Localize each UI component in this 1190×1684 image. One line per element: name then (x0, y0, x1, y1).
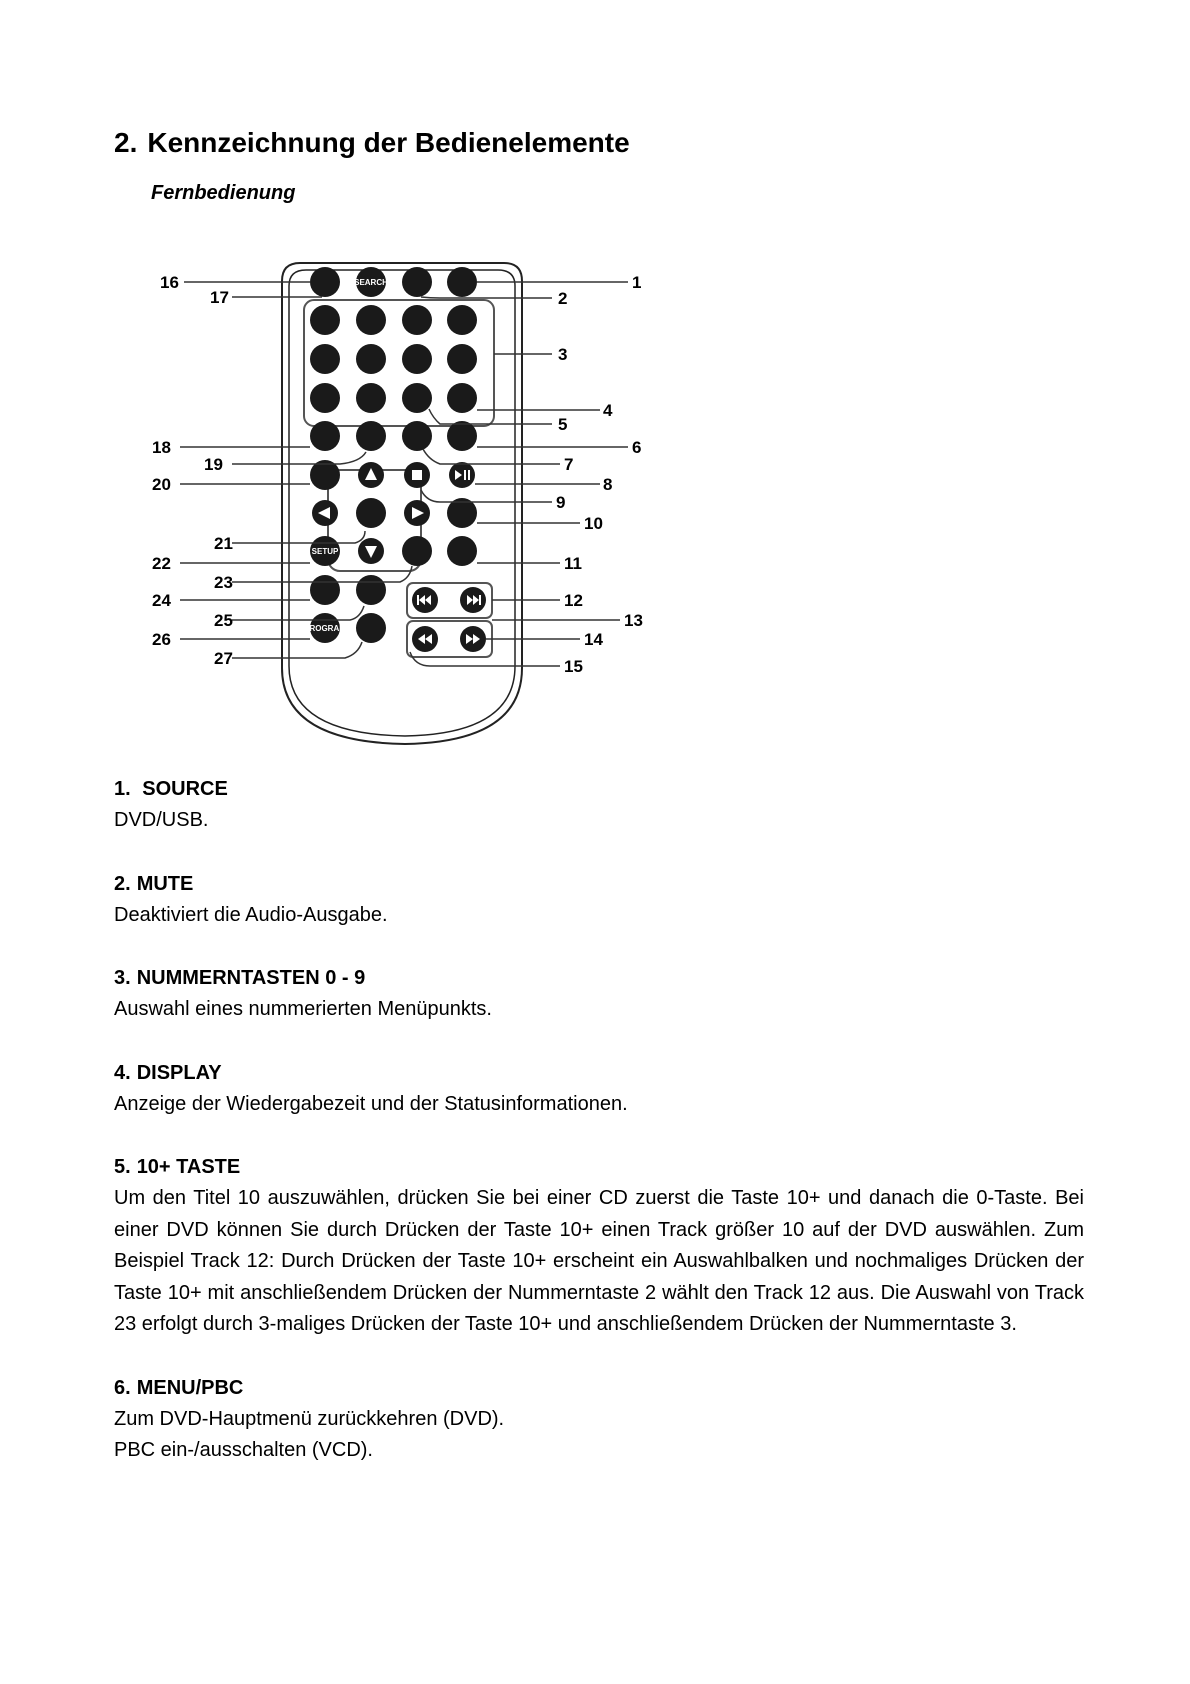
next-icon-bar (479, 595, 481, 605)
leader-lines (180, 282, 628, 666)
number-key[interactable] (402, 344, 432, 374)
remote-button-27[interactable] (356, 613, 386, 643)
section-heading (114, 1373, 1084, 1404)
callout-11: 11 (564, 554, 582, 573)
display-button[interactable] (447, 383, 477, 413)
section-number: 4. (114, 1061, 131, 1084)
enter-button[interactable] (356, 498, 386, 528)
number-key[interactable] (356, 305, 386, 335)
section-mute (114, 869, 1084, 932)
callout-23: 23 (214, 573, 233, 592)
section-text: Auswahl eines nummerierten Menüpunkts. (114, 998, 492, 1020)
pause-icon-bar (464, 470, 466, 480)
callout-13: 13 (624, 611, 643, 630)
number-key[interactable] (402, 305, 432, 335)
callout-17: 17 (210, 288, 229, 307)
remote-button-7[interactable] (402, 421, 432, 451)
callout-7: 7 (564, 455, 574, 474)
callout-4: 4 (603, 401, 613, 420)
section-text: Zum DVD-Hauptmenü zurückkehren (DVD). (114, 1407, 505, 1430)
section-number: 3. (114, 967, 131, 989)
number-key[interactable] (356, 383, 386, 413)
section-number: 2. (114, 872, 131, 895)
callout-20: 20 (152, 475, 171, 494)
section-heading-text: 10+ TASTE (136, 1156, 241, 1178)
section-text: PBC ein-/ausschalten (VCD). (114, 1439, 373, 1461)
mute-button[interactable] (402, 267, 432, 297)
callout-6: 6 (632, 438, 642, 457)
callout-24: 24 (152, 591, 171, 610)
ten-plus-button[interactable] (402, 383, 432, 413)
callout-9: 9 (556, 493, 566, 512)
section-heading-text: MUTE (136, 872, 194, 895)
section-heading (114, 963, 1084, 994)
callout-15: 15 (564, 657, 583, 676)
remote-button-25[interactable] (356, 575, 386, 605)
section-text: DVD/USB. (114, 809, 209, 831)
section-source (114, 774, 1084, 837)
section-heading-text: SOURCE (142, 778, 228, 800)
program-button-label: PROGRAM (304, 624, 346, 633)
callout-8: 8 (603, 475, 613, 494)
callout-5: 5 (558, 415, 568, 434)
section-heading-text: MENU/PBC (136, 1376, 244, 1399)
callout-18: 18 (152, 438, 171, 457)
setup-button-label: SETUP (311, 547, 339, 556)
callout-27: 27 (214, 649, 233, 668)
remote-button-24[interactable] (310, 575, 340, 605)
number-key[interactable] (310, 305, 340, 335)
number-key[interactable] (310, 344, 340, 374)
page-title-text: Kennzeichnung der Bedienelemente (147, 127, 630, 158)
page-title (114, 127, 630, 159)
callout-1: 1 (632, 273, 642, 292)
section-display (114, 1058, 1084, 1121)
callout-16: 16 (160, 273, 179, 292)
remote-button-11[interactable] (447, 536, 477, 566)
number-key[interactable] (447, 344, 477, 374)
pause-icon-bar (468, 470, 470, 480)
section-heading (114, 774, 1084, 805)
control-descriptions (114, 774, 1084, 1499)
section-body (114, 1183, 1084, 1341)
callout-26: 26 (152, 630, 171, 649)
callout-14: 14 (584, 630, 603, 649)
callout-25: 25 (214, 611, 233, 630)
search-button-label: SEARCH (354, 278, 388, 287)
section-text: Um den Titel 10 auszuwählen, drücken Sie bei einer CD zuerst die Taste 10+ und danach die 0-Taste. Bei einer DVD können Sie durch Drücken der Taste 10+ einen Track größer 10 auf der DVD auswählen. Zum Beispiel Track 12: Durch Drücken der Taste 10+ erscheint ein Auswahlbalken und nochmaliges Drücken der Taste 10+ mit anschließendem Drücken der Nummerntaste 2 wählt den Track 12 aus. Die Auswahl von Track 23 erfolgt durch 3-maliges Drücken der Taste 10+ und anschließendem Drücken der Nummerntaste 3. (114, 1187, 1084, 1335)
section-number-keys (114, 963, 1084, 1026)
previous-icon-bar (417, 595, 419, 605)
section-ten-plus (114, 1152, 1084, 1341)
section-text: Deaktiviert die Audio-Ausgabe. (114, 903, 388, 926)
page-subtitle: Fernbedienung (151, 182, 296, 204)
section-body (114, 1404, 1084, 1467)
section-number: 1. (114, 778, 131, 800)
callout-22: 22 (152, 554, 171, 573)
number-key[interactable] (356, 344, 386, 374)
callout-21: 21 (214, 534, 233, 553)
callout-12: 12 (564, 591, 583, 610)
callout-3: 3 (558, 345, 568, 364)
remote-button-23[interactable] (402, 536, 432, 566)
number-key[interactable] (447, 305, 477, 335)
page-title-number: 2. (114, 127, 138, 158)
menu-pbc-button[interactable] (447, 421, 477, 451)
number-key[interactable] (310, 383, 340, 413)
section-heading (114, 869, 1084, 900)
section-body (114, 1089, 1084, 1121)
remote-button-18[interactable] (310, 421, 340, 451)
section-body (114, 805, 1084, 837)
callout-19: 19 (204, 455, 223, 474)
section-text: Anzeige der Wiedergabezeit und der Statusinformationen. (114, 1092, 628, 1115)
callout-2: 2 (558, 289, 568, 308)
section-menu-pbc (114, 1373, 1084, 1467)
section-body (114, 994, 1084, 1026)
remote-button-19[interactable] (356, 421, 386, 451)
section-heading-text: NUMMERNTASTEN 0 - 9 (136, 967, 366, 989)
remote-control-diagram (140, 248, 660, 758)
remote-control-svg (140, 248, 660, 758)
source-button[interactable] (310, 267, 340, 297)
section-body (114, 900, 1084, 932)
section-number: 5. (114, 1156, 131, 1178)
stop-icon (412, 470, 422, 480)
power-button[interactable] (447, 267, 477, 297)
callout-10: 10 (584, 514, 603, 533)
section-heading (114, 1152, 1084, 1183)
section-number: 6. (114, 1376, 131, 1399)
section-heading (114, 1058, 1084, 1089)
section-heading-text: DISPLAY (136, 1061, 222, 1084)
